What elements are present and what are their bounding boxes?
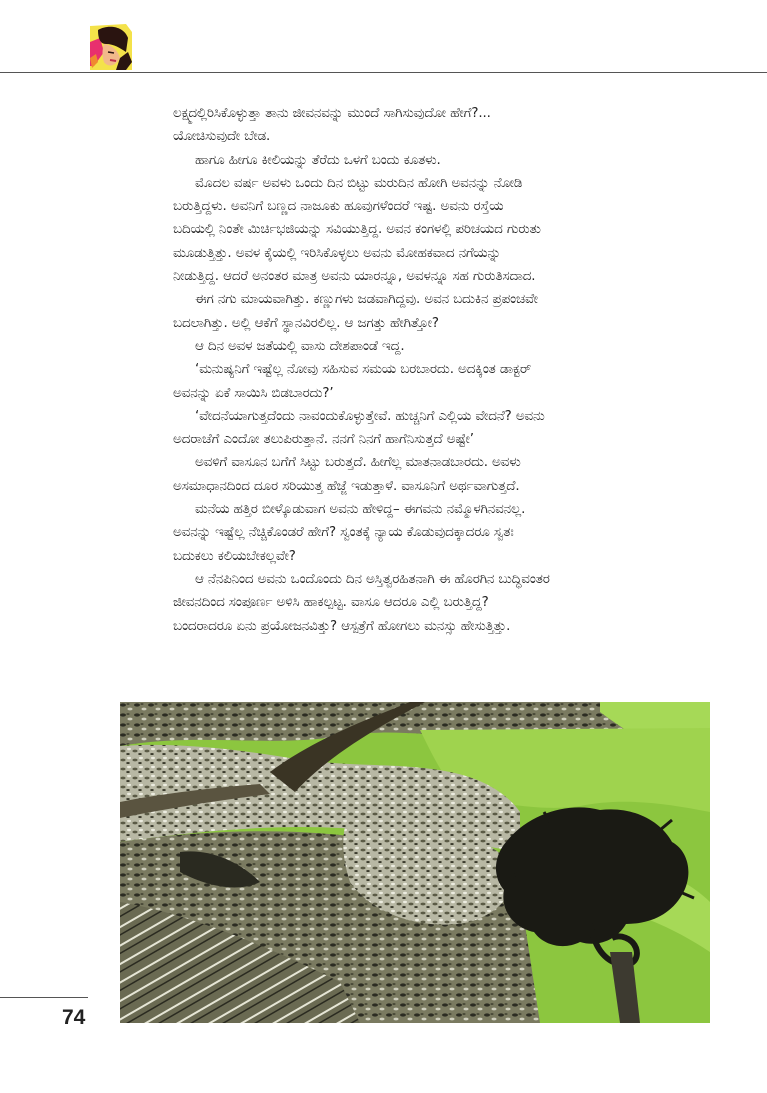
text-line: ಅದರಾಚೆಗೆ ಎಂದೋ ತಲುಪಿರುತ್ತಾನೆ. ನನಗೆ ನಿನಗೆ ಹಾಗೆನಿಸುತ್ತದೆ ಅಷ್ಟೇ’ bbox=[173, 432, 474, 448]
text-line: ಲಕ್ಷ್ಮದಲ್ಲಿರಿಸಿಕೊಳ್ಳುತ್ತಾ ತಾನು ಜೀವನವನ್ನು ಮುಂದೆ ಸಾಗಿಸುವುದೋ ಹೇಗೆ?... bbox=[173, 106, 491, 121]
text-line: ಬರುತ್ತಿದ್ದಳು. ಅವನಿಗೆ ಬಣ್ಣದ ನಾಜೂಕು ಹೂವುಗಳೆಂದರೆ ಇಷ್ಟ. ಅವನು ರಸ್ತೆಯ bbox=[173, 199, 504, 215]
body-text bbox=[173, 102, 708, 638]
text-line: ಮೂಡುತ್ತಿತ್ತು. ಅವಳ ಕೈಯಲ್ಲಿ ಇರಿಸಿಕೊಳ್ಳಲು ಅವನು ಮೋಹಕವಾದ ನಗೆಯನ್ನು bbox=[173, 245, 501, 261]
text-line: ಜೀವನದಿಂದ ಸಂಪೂರ್ಣ ಅಳಿಸಿ ಹಾಕಲ್ಪಟ್ಟ. ವಾಸೂ ಆದರೂ ಎಲ್ಲಿ ಬರುತ್ತಿದ್ದ? bbox=[173, 595, 489, 611]
woman-face-logo-icon bbox=[86, 22, 136, 72]
text-line: ನೀಡುತ್ತಿದ್ದ. ಆದರೆ ಅನಂತರ ಮಾತ್ರ ಅವನು ಯಾರನ್ನೂ, ಅವಳನ್ನೂ ಸಹ ಗುರುತಿಸದಾದ. bbox=[173, 269, 536, 285]
header-rule bbox=[0, 72, 767, 73]
text-line: ಈಗ ನಗು ಮಾಯವಾಗಿತ್ತು. ಕಣ್ಣುಗಳು ಜಡವಾಗಿದ್ದವು. ಅವನ ಬದುಕಿನ ಪ್ರಪಂಚವೇ bbox=[195, 292, 538, 308]
text-line: ಹಾಗೂ ಹೀಗೂ ಕೀಲಿಯನ್ನು ತೆರೆದು ಒಳಗೆ ಬಂದು ಕೂತಳು. bbox=[195, 152, 441, 168]
text-line: ಮೊದಲ ವರ್ಷ ಅವಳು ಒಂದು ದಿನ ಬಿಟ್ಟು ಮರುದಿನ ಹೋಗಿ ಅವನನ್ನು ನೋಡಿ bbox=[195, 175, 523, 191]
text-line: ಬದಿಯಲ್ಲಿ ನಿಂತೇ ಮಿರ್ಚಿಭಜಿಯನ್ನು ಸವಿಯುತ್ತಿದ್ದ. ಅವನ ಕಂಗಳಲ್ಲಿ ಪರಿಚಯದ ಗುರುತು bbox=[173, 222, 541, 238]
text-line: ‘ಮನುಷ್ಯನಿಗೆ ಇಷ್ಟೆಲ್ಲ ನೋವು ಸಹಿಸುವ ಸಮಯ ಬರಬಾರದು. ಅದಕ್ಕಿಂತ ಡಾಕ್ಟರ್ bbox=[195, 362, 532, 378]
folio-rule bbox=[0, 997, 88, 998]
text-line: ಬಂದರಾದರೂ ಏನು ಪ್ರಯೋಜನವಿತ್ತು? ಆಸ್ಪತ್ರೆಗೆ ಹೋಗಲು ಮನಸ್ಸು ಹೇಸುತ್ತಿತ್ತು. bbox=[173, 618, 511, 634]
text-line: ಆ ನೆನಪಿನಿಂದ ಅವನು ಒಂದೊಂದು ದಿನ ಅಸ್ತಿತ್ವರಹಿತನಾಗಿ ಈ ಹೊರಗಿನ ಬುದ್ಧಿವಂತರ bbox=[195, 571, 550, 587]
text-line: ಬದುಕಲು ಕಲಿಯಬೇಕಲ್ಲವೇ? bbox=[173, 548, 296, 564]
text-line: ಆ ದಿನ ಅವಳ ಜತೆಯಲ್ಲಿ ವಾಸು ದೇಶಪಾಂಡೆ ಇದ್ದ. bbox=[195, 338, 405, 354]
text-line: ಬದಲಾಗಿತ್ತು. ಅಲ್ಲಿ ಆಕೆಗೆ ಸ್ಥಾನವಿರಲಿಲ್ಲ. ಆ ಜಗತ್ತು ಹೇಗಿತ್ತೋ? bbox=[173, 315, 439, 331]
text-line: ಮನೆಯ ಹತ್ತಿರ ಬೀಳ್ಕೊಡುವಾಗ ಅವನು ಹೇಳಿದ್ದ– ಈಗವನು ನಮ್ಮೊಳಗಿನವನಲ್ಲ. bbox=[195, 502, 526, 518]
text-line: ಅವಳಿಗೆ ವಾಸೂನ ಬಗೆಗೆ ಸಿಟ್ಟು ಬರುತ್ತದೆ. ಹೀಗೆಲ್ಲ ಮಾತನಾಡಬಾರದು. ಅವಳು bbox=[195, 455, 521, 471]
text-line: ಅಸಮಾಧಾನದಿಂದ ದೂರ ಸರಿಯುತ್ತ ಹೆಜ್ಜೆ ಇಡುತ್ತಾಳೆ. ವಾಸೂನಿಗೆ ಅರ್ಥವಾಗುತ್ತದೆ. bbox=[173, 478, 520, 494]
text-line: ‘ವೇದನೆಯಾಗುತ್ತದೆಂದು ನಾವಂದುಕೊಳ್ಳುತ್ತೇವೆ. ಹುಚ್ಚನಿಗೆ ಎಲ್ಲಿಯ ವೇದನೆ? ಅವನು bbox=[195, 408, 545, 424]
tree-landscape-illustration-icon bbox=[120, 702, 710, 1023]
text-line: ಯೋಚಿಸುವುದೇ ಬೇಡ. bbox=[173, 129, 271, 145]
text-line: ಅವನನ್ನು ಏಕೆ ಸಾಯಿಸಿ ಬಿಡಬಾರದು?’ bbox=[173, 385, 334, 401]
text-line: ಅವನನ್ನು ಇಷ್ಟೆಲ್ಲ ನೆಚ್ಚಿಕೊಂಡರೆ ಹೇಗೆ? ಸ್ವಂತಕ್ಕೆ ನ್ಯಾಯ ಕೊಡುವುದಕ್ಕಾದರೂ ಸ್ವತಃ bbox=[173, 525, 514, 541]
page-number: 74 bbox=[62, 1006, 86, 1029]
